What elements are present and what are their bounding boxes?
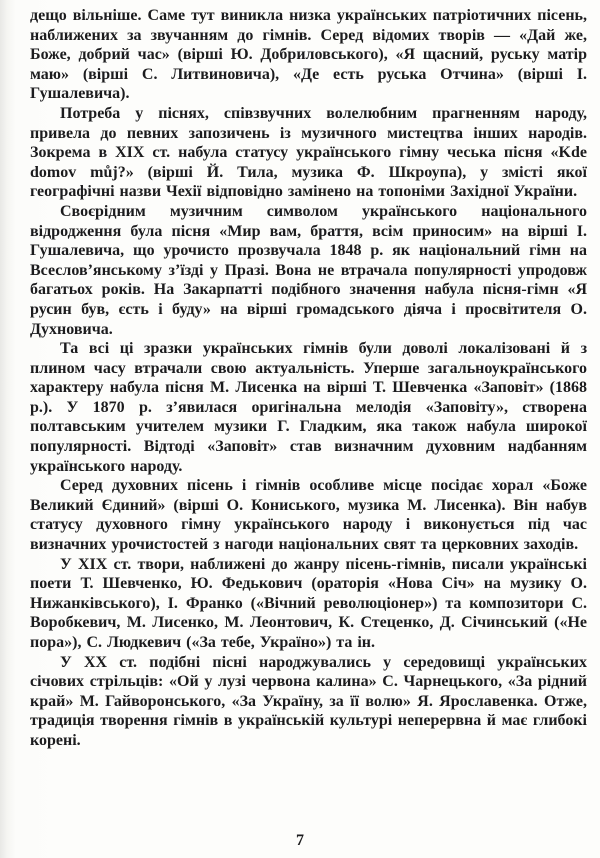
paragraph-3: Своєрідним музичним символом українського національного відродження була пісня «Мир вам, браття, всім приносим» на вірші І. Гушалевича, що урочисто прозвучала 1848 р. як національний гімн на Всеслов’янському з’їзді у Празі. Вона не втрачала популярності упродовж багатьох років. На Закарпатті подібного значення набула пісня-гімн «Я русин був, єсть і буду» на вірші громадського діяча і просвітителя О. Духновича.	[30, 202, 587, 338]
paragraph-2: Потреба у піснях, співзвучних волелюбним прагненням народу, привела до певних запозичень із музичного мистецтва інших народів. Зокрема в XIX ст. набула статусу українського гімну чеська пісня «Kde domov můj?» (вірші Й. Тила, музика Ф. Шкроупа), у змісті якої географічні назви Чехії відповідно замінено на топоніми Західної України.	[30, 104, 587, 201]
paragraph-4: Та всі ці зразки українських гімнів були доволі локалізовані й з плином часу втрачали свою актуальність. Уперше загальноукраїнського характеру набула пісня М. Лисенка на вірші Т. Шевченка «Заповіт» (1868 р.). У 1870 р. з’явилася оригінальна мелодія «Заповіту», створена полтавським учителем музики Г. Гладким, яка також набула широкої популярності. Відтоді «Заповіт» став визначним духовним надбанням українського народу.	[30, 340, 587, 475]
paragraph-5: Серед духовних пісень і гімнів особливе місце посідає хорал «Боже Великий Єдиний» (вірші О. Кониського, музика М. Лисенка). Він набув статусу духовного гімну українського народу і виконується під час визначних урочистостей з нагоди національних свят та церковних заходів.	[30, 477, 587, 554]
paragraph-7: У XX ст. подібні пісні народжувались у середовищі українських січових стрільців: «Ой у лузі червона калина» С. Чарнецького, «За рідний край» М. Гайворонського, «За Україну, за її волю» Я. Ярославенка. Отже, традиція творення гімнів в українській культурі неперервна й має глибокі корені.	[30, 653, 587, 749]
paragraph-6: У XIX ст. твори, наближені до жанру пісень-гімнів, писали українські поети Т. Шевченко, Ю. Федькович (ораторія «Нова Січ» на музику О. Нижанківського), І. Франко («Вічний революціонер») та композитори С. Воробкевич, М. Лисенко, М. Леонтович, К. Стеценко, Д. Січинський («Не пора»), С. Людкевич («За тебе, Україно») та ін.	[30, 555, 587, 651]
paragraph-1: дещо вільніше. Саме тут виникла низка українських патріотичних пісень, наближених за звучанням до гімнів. Серед відомих творів — «Дай же, Боже, добрий час» (вірші Ю. Добриловського), «Я щасний, руську матір маю» (вірші С. Литвиновича), «Де есть руська Отчина» (вірші І. Гушалевича).	[30, 7, 587, 103]
body-text	[30, 6, 587, 751]
page-number: 7	[296, 832, 304, 849]
